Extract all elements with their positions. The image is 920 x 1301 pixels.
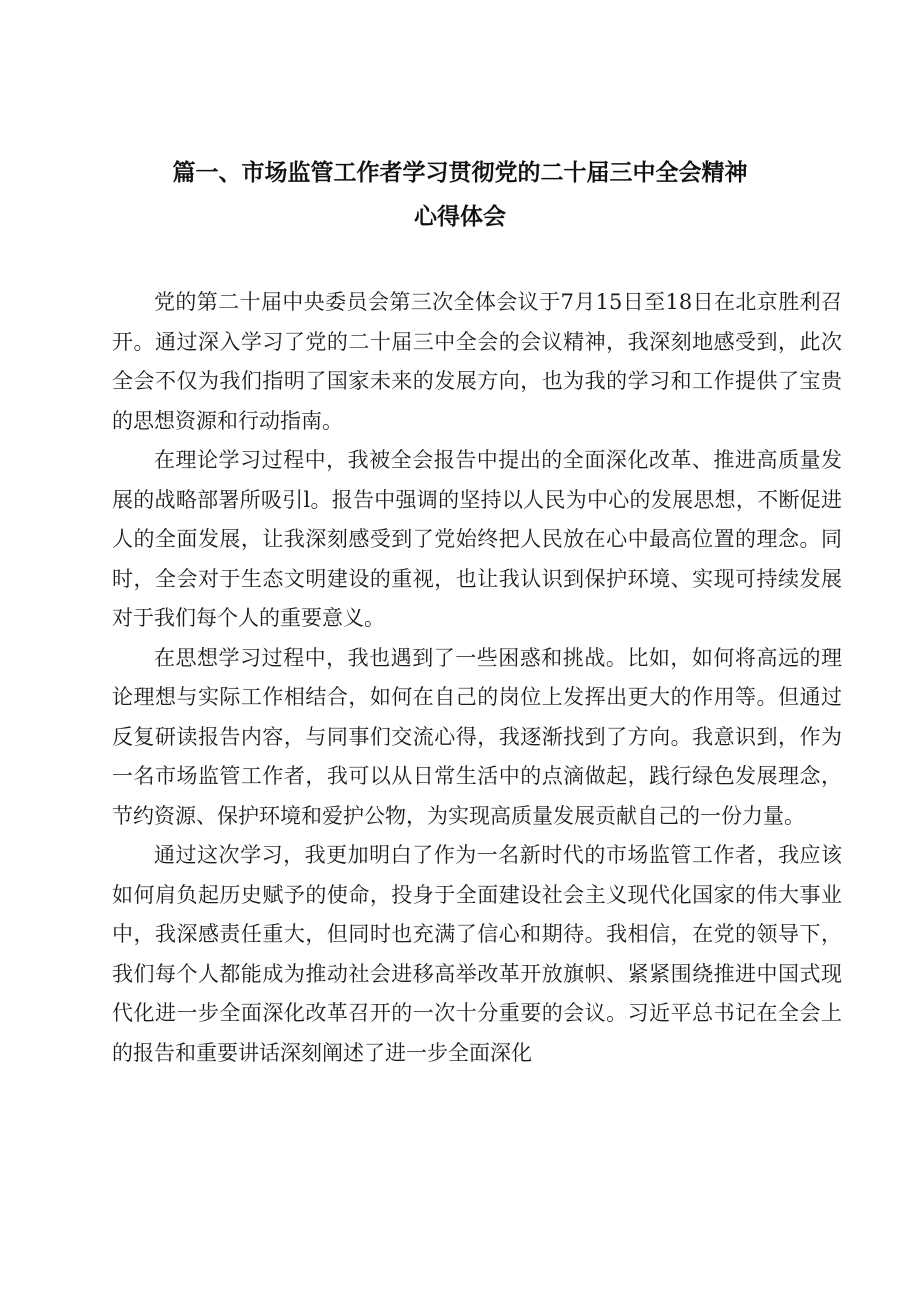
document-title-line-1: 篇一、市场监管工作者学习贯彻党的二十届三中全会精神 <box>172 160 748 186</box>
paragraph-1: 党的第二十届中央委员会第三次全体会议于7月15日至18日在北京胜利召开。通过深入学习了党的二十届三中全会的会议精神，我深刻地感受到，此次全会不仅为我们指明了国家未来的发展方向，也为我的学习和工作提供了宝贵的思想资源和行动指南。 <box>112 290 842 433</box>
document-body <box>112 283 842 1073</box>
paragraph-3: 在思想学习过程中，我也遇到了一些困惑和挑战。比如，如何将高远的理论理想与实际工作相结合，如何在自己的岗位上发挥出更大的作用等。但通过反复研读报告内容，与同事们交流心得，我逐渐找到了方向。我意识到，作为一名市场监管工作者，我可以从日常生活中的点滴做起，践行绿色发展理念，节约资源、保护环境和爱护公物，为实现高质量发展贡献自己的一份力量。 <box>112 645 842 828</box>
paragraph-4: 通过这次学习，我更加明白了作为一名新时代的市场监管工作者，我应该如何肩负起历史赋予的使命，投身于全面建设社会主义现代化国家的伟大事业中，我深感责任重大，但同时也充满了信心和期待。我相信，在党的领导下，我们每个人都能成为推动社会进移高举改革开放旗帜、紧紧围绕推进中国式现代化进一步全面深化改革召开的一次十分重要的会议。习近平总书记在全会上的报告和重要讲话深刻阐述了进一步全面深化 <box>112 843 842 1065</box>
paragraph-2: 在理论学习过程中，我被全会报告中提出的全面深化改革、推进高质量发展的战略部署所吸引l。报告中强调的坚持以人民为中心的发展思想，不断促进人的全面发展，让我深刻感受到了党始终把人民放在心中最高位置的理念。同时，全会对于生态文明建设的重视，也让我认识到保护环境、实现可持续发展对于我们每个人的重要意义。 <box>112 448 842 630</box>
document-title-line-2: 心得体会 <box>414 204 506 230</box>
